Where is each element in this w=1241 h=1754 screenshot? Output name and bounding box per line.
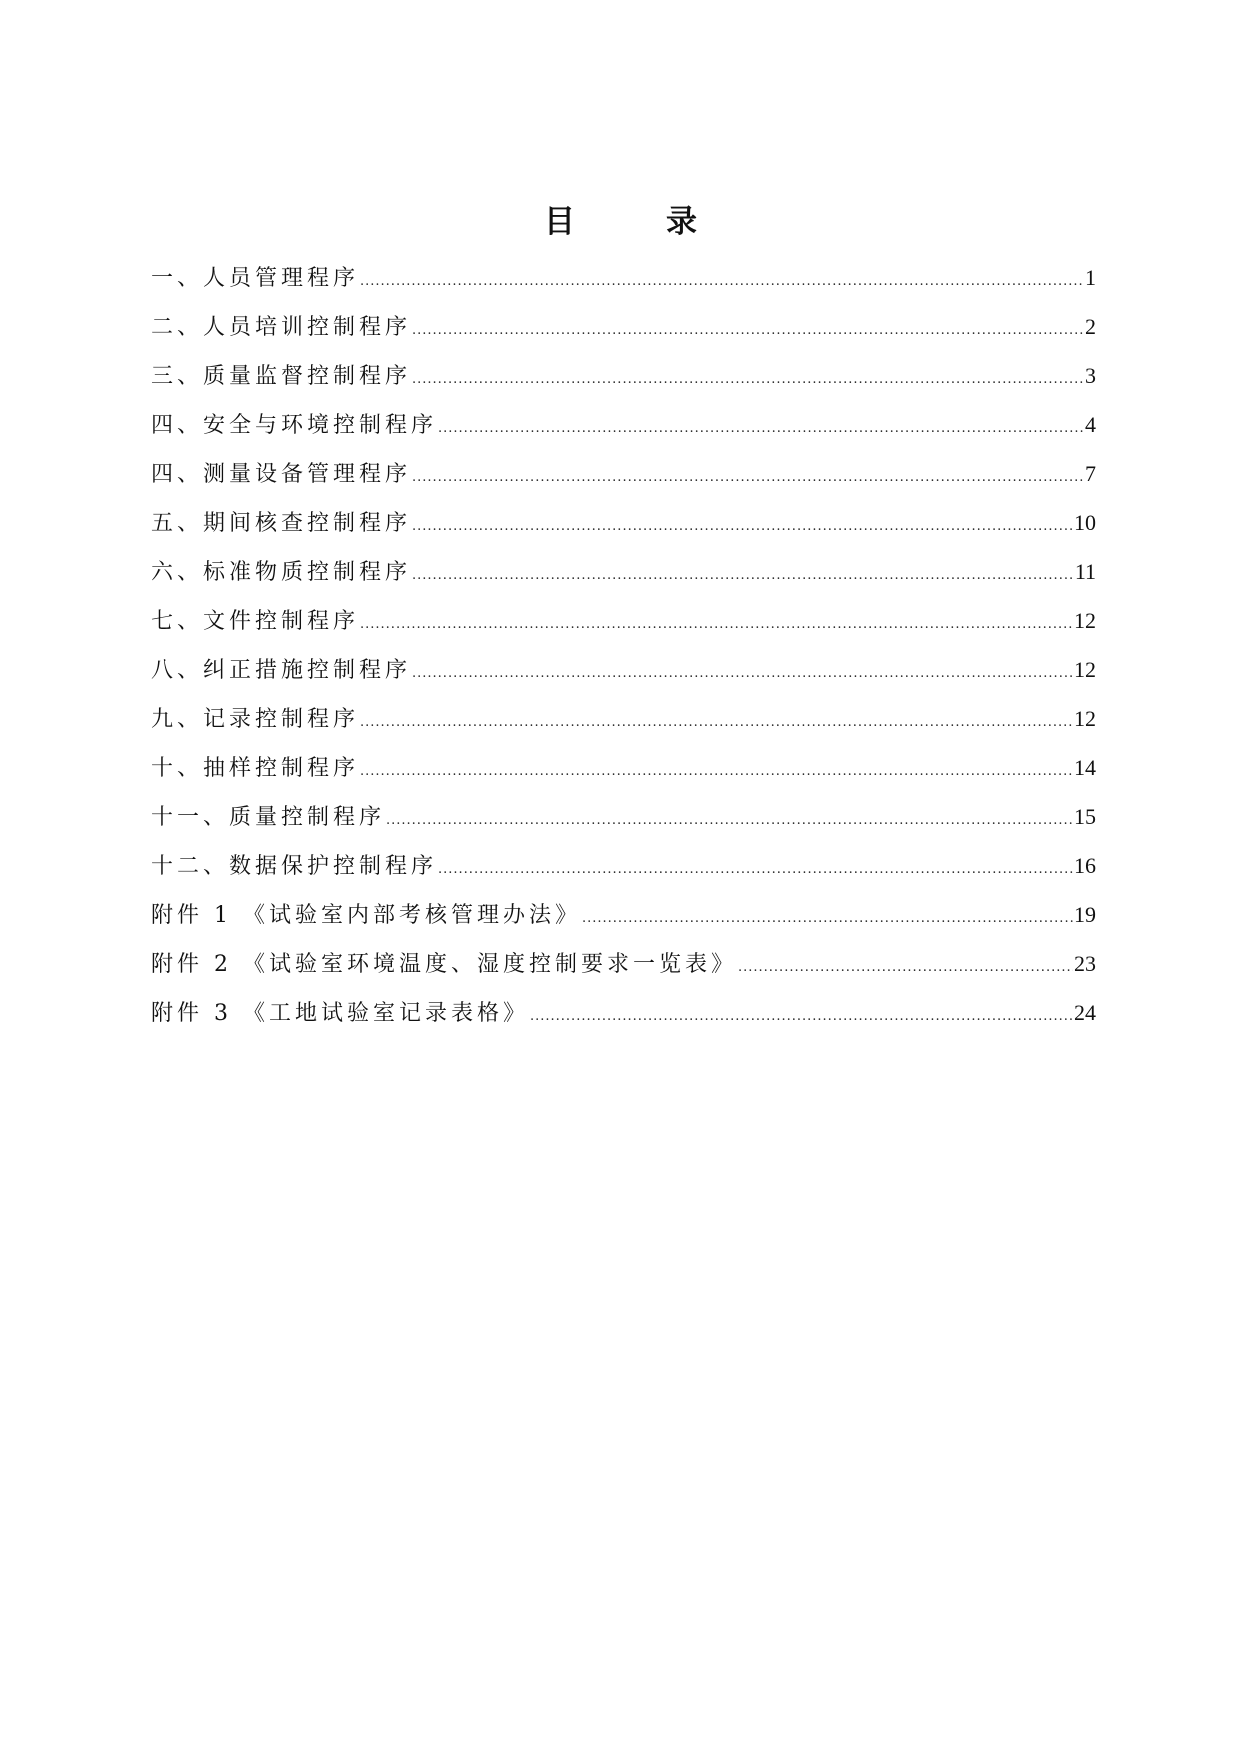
toc-entry-page-number: 16 — [1074, 853, 1096, 878]
toc-entry-page-number: 15 — [1074, 804, 1096, 829]
toc-entry[interactable] — [151, 552, 1096, 601]
toc-entry-label: 七、文件控制程序 — [151, 609, 360, 634]
toc-entry-label: 四、测量设备管理程序 — [151, 462, 412, 487]
toc-entry[interactable] — [151, 895, 1096, 944]
toc-entry-label: 一、人员管理程序 — [151, 266, 360, 291]
toc-entry-page-number: 7 — [1085, 461, 1096, 486]
toc-entry[interactable] — [151, 944, 1096, 993]
toc-entry[interactable] — [151, 601, 1096, 650]
toc-dot-leader — [412, 458, 1084, 498]
toc-entry-page-number: 4 — [1085, 412, 1096, 437]
toc-entry[interactable] — [151, 405, 1096, 454]
toc-dot-leader — [582, 899, 1073, 939]
toc-entry-page-number: 3 — [1085, 363, 1096, 388]
toc-entry[interactable] — [151, 993, 1096, 1042]
toc-dot-leader — [386, 801, 1073, 841]
toc-entry-label: 六、标准物质控制程序 — [151, 560, 412, 585]
toc-entry-page-number: 12 — [1074, 706, 1096, 731]
toc-entry[interactable] — [151, 699, 1096, 748]
toc-dot-leader — [360, 752, 1073, 792]
toc-entry-label: 八、纠正措施控制程序 — [151, 658, 412, 683]
toc-entry-label: 二、人员培训控制程序 — [151, 315, 412, 340]
toc-dot-leader — [412, 360, 1084, 400]
page-title: 目 录 — [544, 204, 727, 240]
toc-entry-page-number: 12 — [1074, 608, 1096, 633]
toc-dot-leader — [438, 409, 1084, 449]
toc-entry[interactable] — [151, 307, 1096, 356]
toc-entry-label: 十、抽样控制程序 — [151, 756, 360, 781]
toc-entry-label: 附件 3 《工地试验室记录表格》 — [151, 1001, 529, 1026]
toc-entry-page-number: 24 — [1074, 1000, 1096, 1025]
toc-dot-leader — [412, 654, 1073, 694]
toc-entry[interactable] — [151, 258, 1096, 307]
toc-entry-label: 十一、质量控制程序 — [151, 805, 386, 830]
toc-dot-leader — [530, 997, 1073, 1037]
toc-entry-page-number: 2 — [1085, 314, 1096, 339]
toc-dot-leader — [360, 262, 1084, 302]
toc-dot-leader — [360, 703, 1073, 743]
toc-entry[interactable] — [151, 797, 1096, 846]
toc-entry-label: 五、期间核查控制程序 — [151, 511, 412, 536]
toc-entry-label: 附件 2 《试验室环境温度、湿度控制要求一览表》 — [151, 952, 737, 977]
toc-dot-leader — [738, 948, 1073, 988]
toc-entry[interactable] — [151, 503, 1096, 552]
toc-entry[interactable] — [151, 846, 1096, 895]
toc-entry-label: 九、记录控制程序 — [151, 707, 360, 732]
toc-entry[interactable] — [151, 650, 1096, 699]
toc-dot-leader — [412, 311, 1084, 351]
toc-entry-page-number: 10 — [1074, 510, 1096, 535]
table-of-contents — [151, 258, 1096, 1042]
toc-entry-page-number: 14 — [1074, 755, 1096, 780]
toc-entry-label: 三、质量监督控制程序 — [151, 364, 412, 389]
toc-dot-leader — [438, 850, 1073, 890]
toc-dot-leader — [412, 556, 1074, 596]
toc-entry-page-number: 11 — [1074, 559, 1096, 584]
toc-entry[interactable] — [151, 454, 1096, 503]
toc-entry-label: 四、安全与环境控制程序 — [151, 413, 438, 438]
toc-entry-page-number: 23 — [1074, 951, 1096, 976]
toc-entry-label: 附件 1 《试验室内部考核管理办法》 — [151, 903, 581, 928]
toc-entry-page-number: 19 — [1074, 902, 1096, 927]
toc-entry-label: 十二、数据保护控制程序 — [151, 854, 438, 879]
toc-dot-leader — [412, 507, 1073, 547]
toc-dot-leader — [360, 605, 1073, 645]
toc-entry-page-number: 12 — [1074, 657, 1096, 682]
toc-entry-page-number: 1 — [1085, 265, 1096, 290]
toc-entry[interactable] — [151, 356, 1096, 405]
toc-entry[interactable] — [151, 748, 1096, 797]
